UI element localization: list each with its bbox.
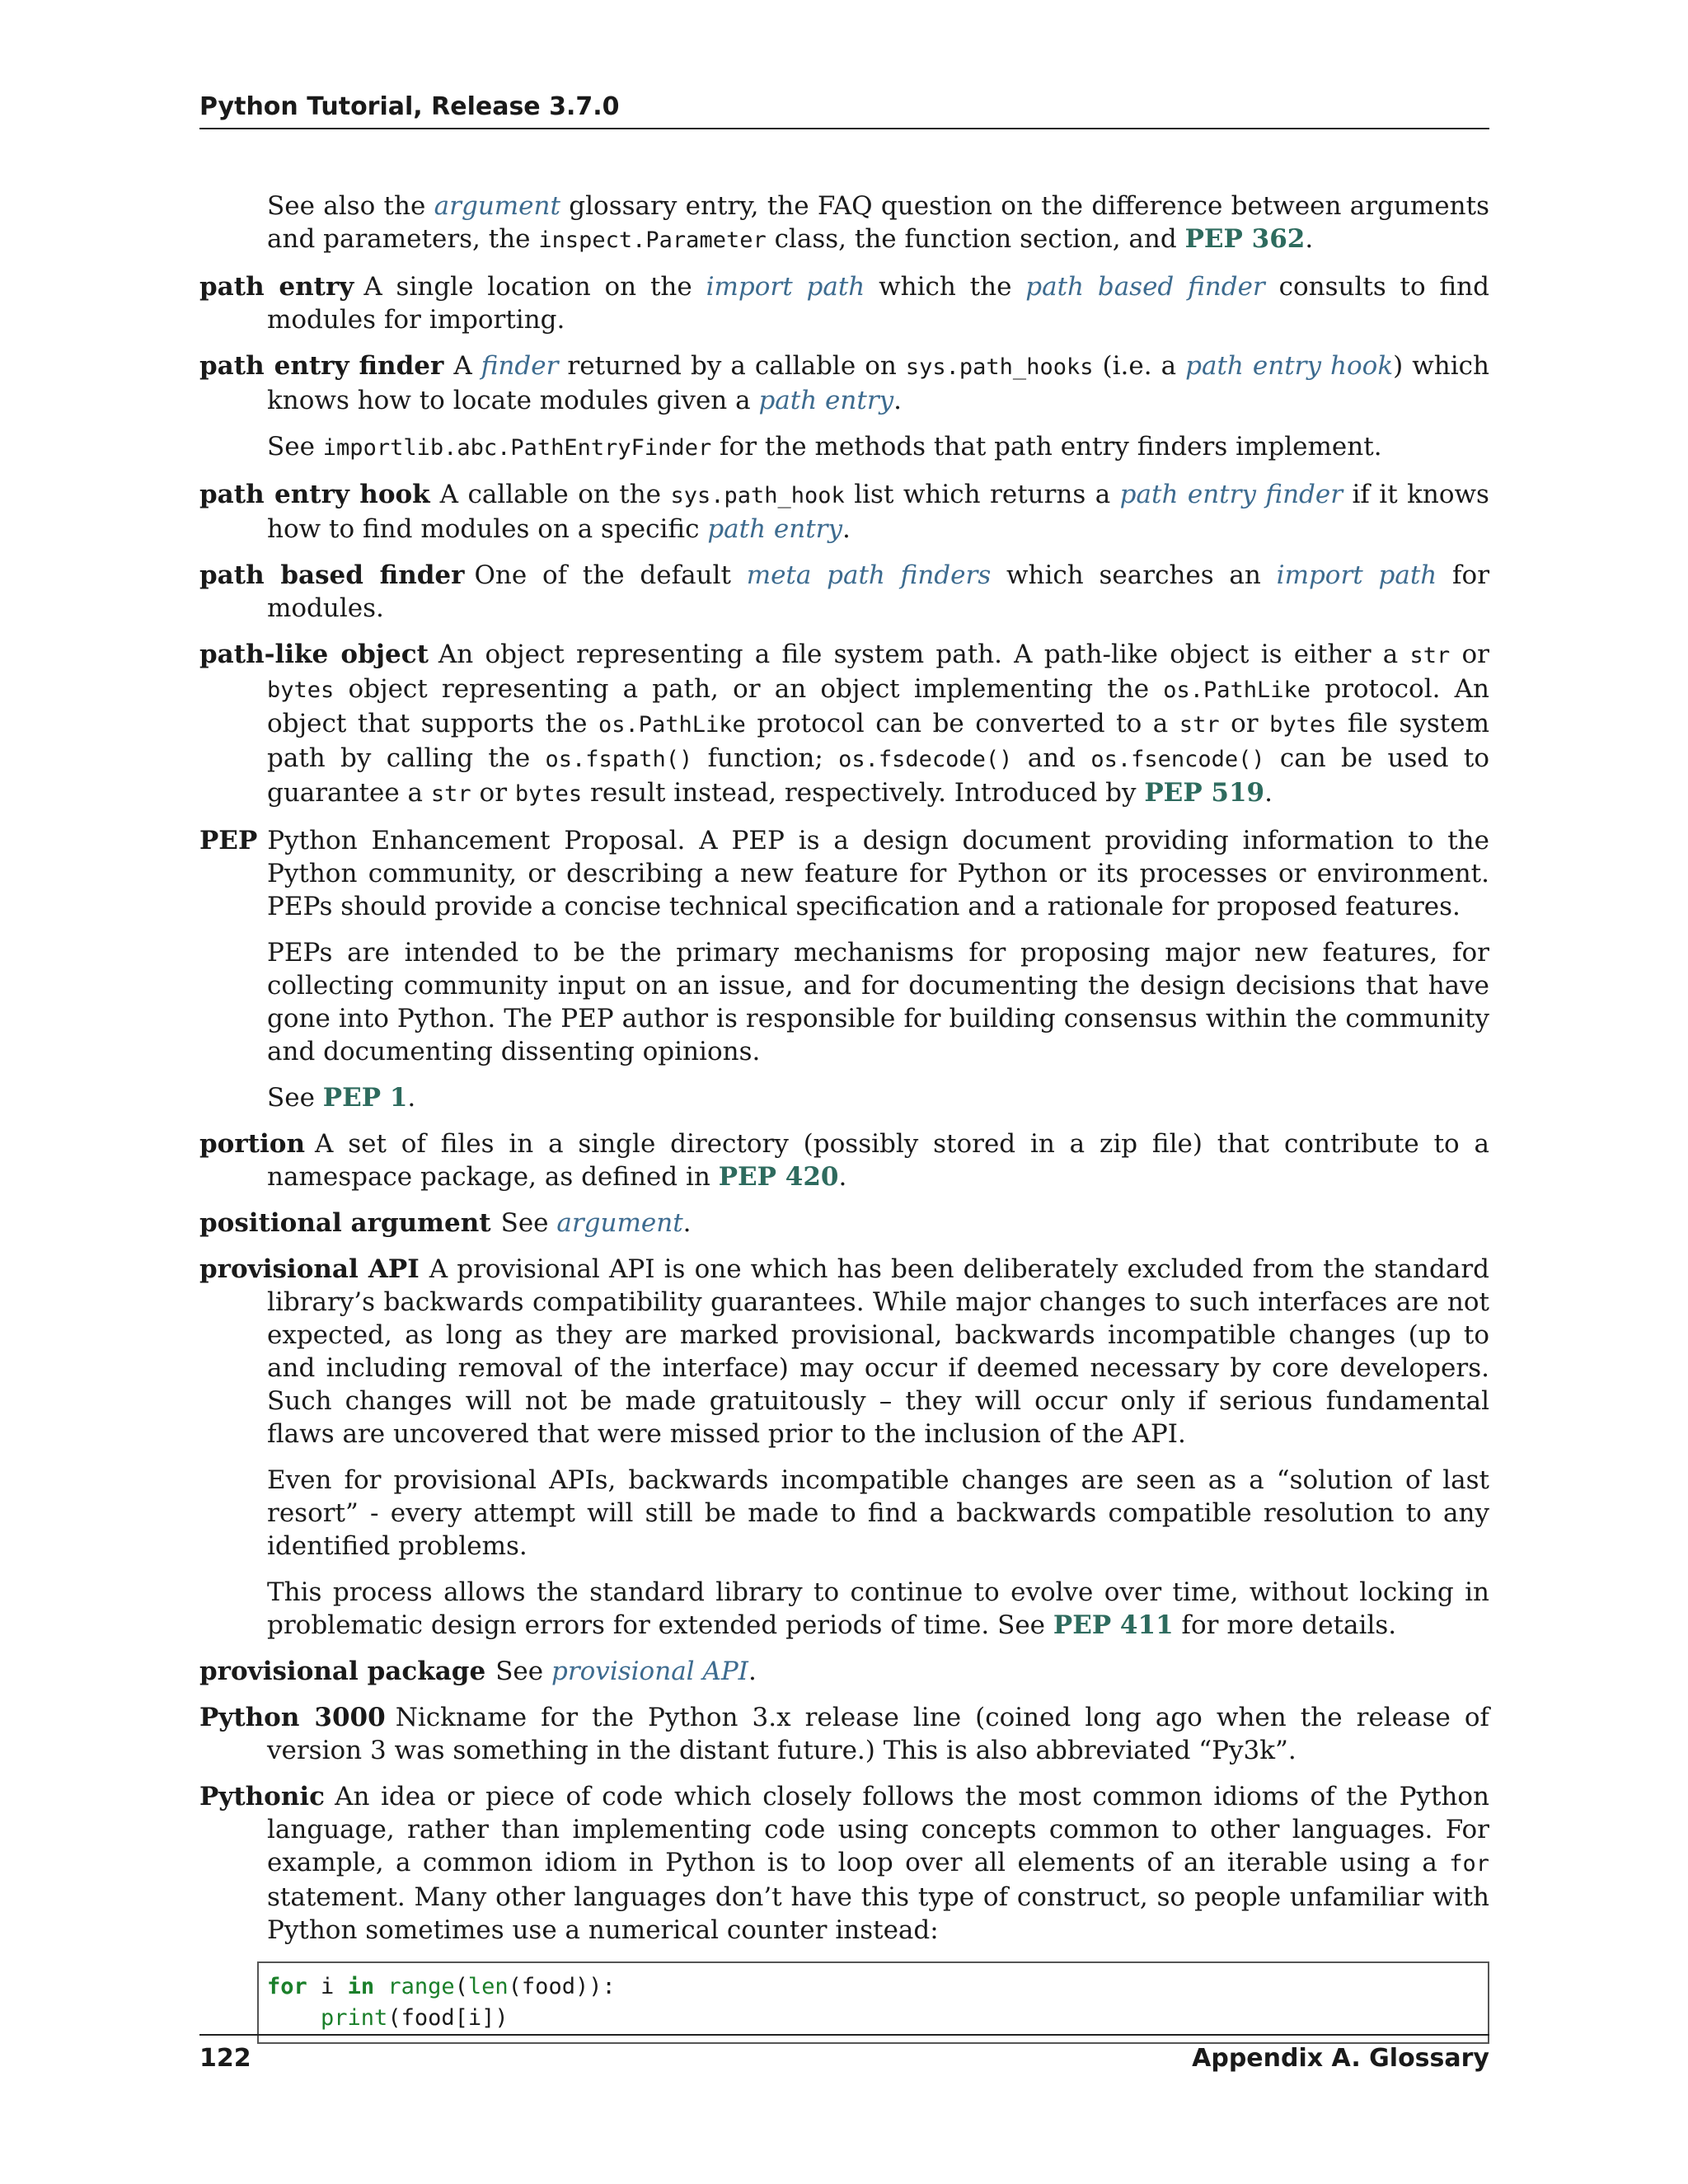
term: provisional package <box>199 1657 486 1686</box>
section-title: Appendix A. Glossary <box>1192 2044 1489 2073</box>
link-pep-1[interactable]: PEP 1 <box>322 1083 408 1113</box>
code-inline: sys.path_hooks <box>905 354 1094 380</box>
code-inline: bytes <box>267 677 335 703</box>
term: path based finder <box>199 560 465 590</box>
entry-positional-argument <box>199 1207 1489 1240</box>
paragraph: PEPs are intended to be the primary mechanisms for proposing major new features, for collecting community input on an issue, and for documenting the design decisions that have gone into Python. The PEP author is responsible for building consensus within the community and documenting dissenting opinions. <box>267 938 1489 1066</box>
paragraph: path-like object An object representing a file system path. A path-like object is either a str or bytes object representing a path, or an object implementing the os.PathLike protocol. An object that supports the os.PathLike protocol can be converted to a str or bytes file system path by calling the os.fspath() function; os.fsdecode() and os.fsencode() can be used to guarantee a str or bytes result instead, respectively. Introduced by PEP 519. <box>199 640 1490 808</box>
term: PEP <box>199 826 258 855</box>
link-path-entry-hook[interactable]: path entry hook <box>1185 351 1394 381</box>
entry-provisional-package <box>199 1655 1489 1688</box>
page-header <box>199 92 1489 129</box>
link-import-path[interactable]: import path <box>1276 560 1437 590</box>
paragraph: This process allows the standard library to continue to evolve over time, without locking in problematic design errors for extended periods of time. See PEP 411 for more details. <box>267 1577 1489 1640</box>
paragraph: See importlib.abc.PathEntryFinder for the methods that path entry finders implement. <box>267 432 1382 462</box>
code-inline: bytes <box>514 781 583 807</box>
entry-pythonic <box>199 1780 1489 2044</box>
code-inline: os.fsencode() <box>1090 747 1265 772</box>
code-inline: importlib.abc.PathEntryFinder <box>322 435 712 461</box>
term: Python 3000 <box>199 1703 386 1732</box>
entry-path-based-finder <box>199 559 1489 625</box>
code-inline: inspect.Parameter <box>538 227 767 253</box>
paragraph: See also the argument glossary entry, the FAQ question on the difference between arguments and parameters, the inspect.Parameter class, the function section, and PEP 362. <box>267 191 1489 254</box>
link-path-entry[interactable]: path entry <box>758 386 894 415</box>
paragraph: path entry finder A finder returned by a callable on sys.path_hooks (i.e. a path entry hook) which knows how to locate modules given a path entry. <box>199 351 1489 415</box>
code-inline: os.fsdecode() <box>838 747 1013 772</box>
entry-parameter-continuation <box>199 190 1489 257</box>
link-path-entry-finder[interactable]: path entry finder <box>1119 480 1343 509</box>
paragraph: provisional package See provisional API. <box>199 1657 757 1686</box>
term: path entry hook <box>199 480 430 509</box>
link-finder[interactable]: finder <box>481 351 559 381</box>
link-pep-362[interactable]: PEP 362 <box>1184 224 1306 254</box>
code-inline: os.PathLike <box>598 712 746 738</box>
paragraph: positional argument See argument. <box>199 1208 692 1238</box>
link-path-based-finder[interactable]: path based finder <box>1025 272 1265 302</box>
paragraph: Even for provisional APIs, backwards incompatible changes are seen as a “solution of last resort” - every attempt will still be made to find a backwards compatible resolution to any identified problems. <box>267 1465 1489 1561</box>
code-inline: for <box>1449 1851 1489 1877</box>
paragraph: path based finder One of the default meta path finders which searches an import path for modules. <box>199 560 1490 623</box>
entry-path-entry <box>199 270 1489 336</box>
header-title: Python Tutorial, Release 3.7.0 <box>199 92 620 121</box>
code-inline: str <box>430 781 471 807</box>
entry-path-entry-hook <box>199 478 1489 546</box>
term: path-like object <box>199 640 429 669</box>
paragraph: Python 3000 Nickname for the Python 3.x release line (coined long ago when the release of version 3 was something in the distant future.) This is also abbreviated “Py3k”. <box>199 1703 1490 1765</box>
paragraph: Pythonic An idea or piece of code which closely follows the most common idioms of the Python language, rather than implementing code using concepts common to other languages. For example, a common idiom in Python is to loop over all elements of an iterable using a for statement. Many other languages don’t have this type of construct, so people unfamiliar with Python sometimes use a numerical counter instead: <box>199 1782 1489 1945</box>
link-argument[interactable]: argument <box>556 1208 683 1238</box>
link-path-entry[interactable]: path entry <box>707 514 843 544</box>
code-inline: sys.path_hook <box>670 483 845 509</box>
entry-provisional-api <box>199 1253 1489 1642</box>
paragraph: portion A set of files in a single directory (possibly stored in a zip file) that contribute to a namespace package, as defined in PEP 420. <box>199 1129 1489 1192</box>
entry-portion <box>199 1127 1489 1193</box>
term: Pythonic <box>199 1782 326 1811</box>
term: path entry finder <box>199 351 444 381</box>
link-provisional-api[interactable]: provisional API <box>551 1657 748 1686</box>
page-footer <box>199 2034 1489 2073</box>
code-inline: os.PathLike <box>1163 677 1311 703</box>
term: provisional API <box>199 1254 420 1284</box>
link-import-path[interactable]: import path <box>706 272 865 302</box>
code-inline: bytes <box>1269 712 1337 738</box>
paragraph: path entry hook A callable on the sys.path_hook list which returns a path entry finder if it knows how to find modules on a specific path entry. <box>199 480 1489 544</box>
paragraph: PEP Python Enhancement Proposal. A PEP is a design document providing information to the Python community, or describing a new feature for Python or its processes or environment. PEPs should provide a concise technical specification and a rationale for proposed features. <box>199 826 1489 921</box>
paragraph: See PEP 1. <box>267 1083 416 1113</box>
entry-python-3000 <box>199 1701 1489 1767</box>
code-inline: str <box>1409 643 1451 668</box>
entry-path-entry-finder <box>199 349 1489 465</box>
code-inline: str <box>1179 712 1220 738</box>
entry-pep <box>199 824 1489 1114</box>
link-pep-411[interactable]: PEP 411 <box>1053 1610 1174 1640</box>
glossary-content <box>199 190 1489 2057</box>
term: path entry <box>199 272 354 302</box>
paragraph: path entry A single location on the import path which the path based finder consults to find modules for importing. <box>199 272 1489 335</box>
entry-path-like-object <box>199 638 1489 811</box>
link-pep-519[interactable]: PEP 519 <box>1144 778 1265 808</box>
term: positional argument <box>199 1208 491 1238</box>
page-number: 122 <box>199 2044 251 2073</box>
code-inline: os.fspath() <box>545 747 693 772</box>
paragraph: provisional API A provisional API is one which has been deliberately excluded from the standard library’s backwards compatibility guarantees. While major changes to such interfaces are not expected, as long as they are marked provisional, backwards incompatible changes (up to and including removal of the interface) may occur if deemed necessary by core developers. Such changes will not be made gratuitously – they will occur only if serious fundamental flaws are uncovered that were missed prior to the inclusion of the API. <box>199 1254 1489 1449</box>
link-pep-420[interactable]: PEP 420 <box>718 1162 839 1192</box>
link-meta-path-finders[interactable]: meta path finders <box>746 560 992 590</box>
code-block: for i in range(len(food)): print(food[i]) <box>257 1961 1489 2044</box>
link-argument[interactable]: argument <box>434 191 560 221</box>
term: portion <box>199 1129 305 1159</box>
